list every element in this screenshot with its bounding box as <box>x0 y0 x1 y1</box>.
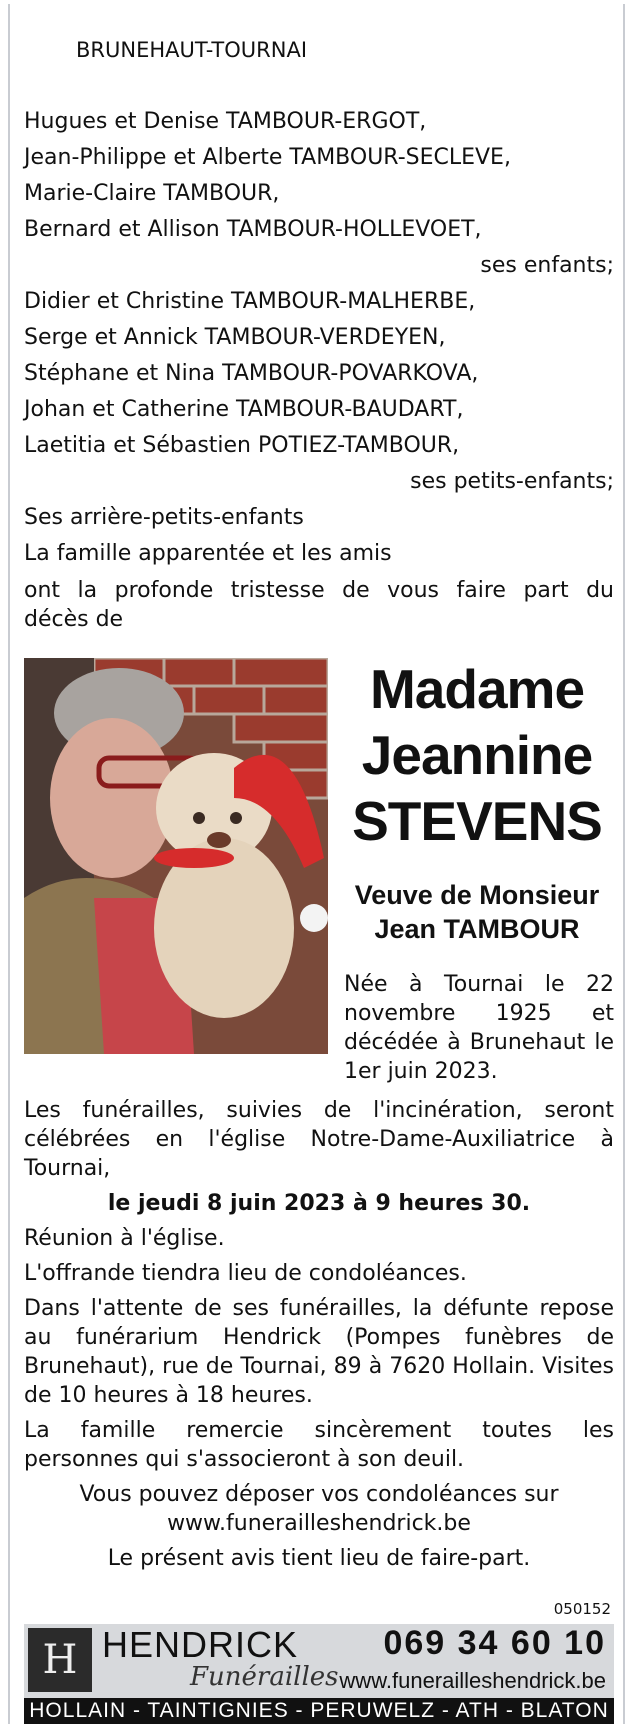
child-line: Bernard et Allison TAMBOUR-HOLLEVOET, <box>24 217 482 242</box>
child-line: Jean-Philippe et Alberte TAMBOUR-SECLEVE, <box>24 145 511 170</box>
child-line: Marie-Claire TAMBOUR, <box>24 181 280 206</box>
obituary-notice <box>8 4 625 1724</box>
grandchild-line: Didier et Christine TAMBOUR-MALHERBE, <box>24 289 476 314</box>
widow-line-2: Jean TAMBOUR <box>374 914 580 944</box>
towns-band: HOLLAIN - TAINTIGNIES - PERUWELZ - ATH - BLATON <box>24 1698 614 1724</box>
brand-name: HENDRICK <box>102 1624 299 1665</box>
condolences-text: Vous pouvez déposer vos condoléances sur <box>79 1482 559 1507</box>
family-line: La famille apparentée et les amis <box>24 541 392 566</box>
portrait-with-teddy-bear-image <box>24 658 328 1054</box>
reference-number: 050152 <box>553 1600 611 1618</box>
deceased-last-name: STEVENS <box>352 790 602 852</box>
deceased-photo <box>24 658 328 1054</box>
child-line: Hugues et Denise TAMBOUR-ERGOT, <box>24 109 427 134</box>
funeral-details <box>24 1096 614 1573</box>
funeral-home-banner <box>24 1624 614 1724</box>
funeral-text: Les funérailles, suivies de l'incinération, seront célébrées en l'église Notre-Dame-Auxiliatrice à Tournai, <box>24 1098 614 1181</box>
family-list <box>24 104 614 634</box>
grandchild-line: Johan et Catherine TAMBOUR-BAUDART, <box>24 397 464 422</box>
great-grandchildren-line: Ses arrière-petits-enfants <box>24 505 304 530</box>
children-label: ses enfants; <box>480 253 614 278</box>
grandchildren-label: ses petits-enfants; <box>410 469 614 494</box>
deceased-first-name: Jeannine <box>361 724 593 786</box>
location-heading: BRUNEHAUT-TOURNAI <box>76 38 308 62</box>
condolences-link[interactable]: www.funerailleshendrick.be <box>167 1511 471 1536</box>
deceased-name-block <box>340 656 614 946</box>
birth-death-info: Née à Tournai le 22 novembre 1925 et décédée à Brunehaut le 1er juin 2023. <box>344 972 614 1084</box>
hendrick-logo-icon: H <box>28 1628 92 1692</box>
grandchild-line: Serge et Annick TAMBOUR-VERDEYEN, <box>24 325 446 350</box>
widow-line: Veuve de Monsieur <box>354 880 600 910</box>
notice-text: Le présent avis tient lieu de faire-part. <box>107 1546 531 1571</box>
meeting-text: Réunion à l'église. <box>24 1226 225 1251</box>
announcement-line-2: décès de <box>24 607 124 632</box>
grandchild-line: Stéphane et Nina TAMBOUR-POVARKOVA, <box>24 361 479 386</box>
deceased-title: Madame <box>369 658 585 720</box>
brand-subtitle: Funérailles <box>190 1662 339 1692</box>
grandchild-line: Laetitia et Sébastien POTIEZ-TAMBOUR, <box>24 433 460 458</box>
funeral-date: le jeudi 8 juin 2023 à 9 heures 30. <box>107 1191 531 1216</box>
website-link[interactable]: www.funerailleshendrick.be <box>339 1668 606 1693</box>
announcement-line: ont la profonde tristesse de vous faire part du <box>24 578 614 603</box>
rest-text: Dans l'attente de ses funérailles, la défunte repose au funérarium Hendrick (Pompes funèbres de Brunehaut), rue de Tournai, 89 à 7620 Hollain. Visites de 10 heures à 18 heures. <box>24 1296 614 1408</box>
phone-number[interactable]: 069 34 60 10 <box>383 1624 606 1662</box>
offering-text: L'offrande tiendra lieu de condoléances. <box>24 1261 467 1286</box>
thanks-text: La famille remercie sincèrement toutes les personnes qui s'associeront à son deuil. <box>24 1418 614 1472</box>
